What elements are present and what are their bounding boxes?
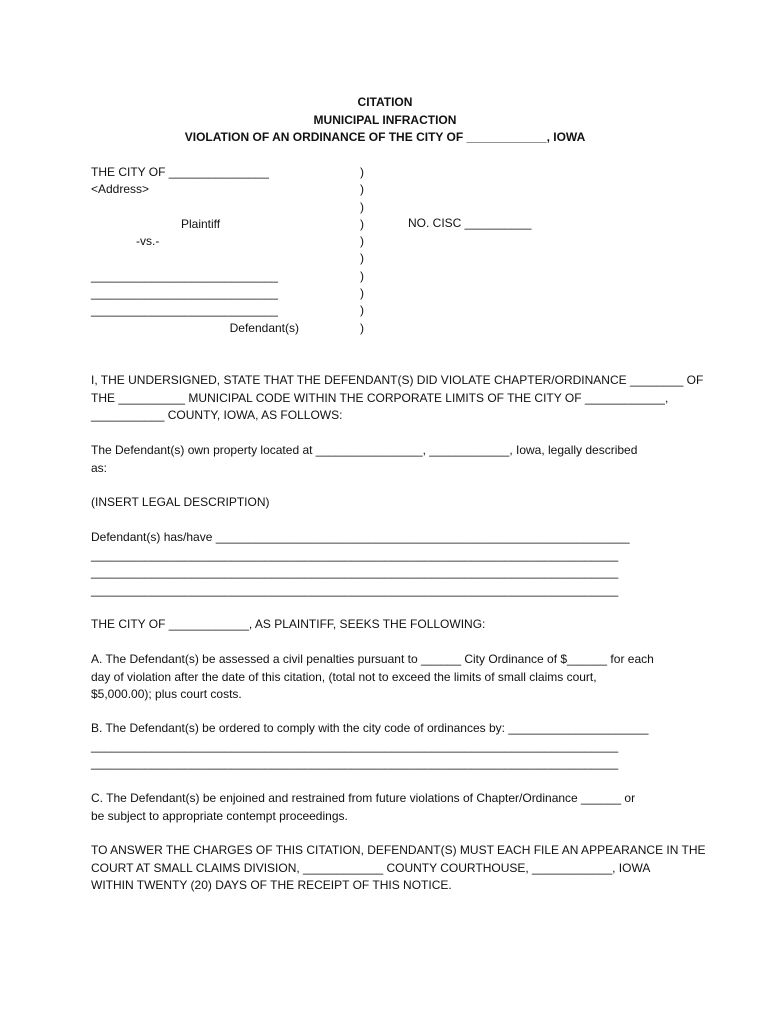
caption-paren: ) [360, 182, 364, 197]
answer-line: WITHIN TWENTY (20) DAYS OF THE RECEIPT OF THIS NOTICE. [91, 878, 452, 892]
defendant-name-line: ____________________________ [91, 303, 278, 318]
legal-description-placeholder [91, 494, 679, 512]
property-line: The Defendant(s) own property located at ________________, ____________, Iowa, legally described [91, 443, 638, 457]
statement-line: I, THE UNDERSIGNED, STATE THAT THE DEFENDANT(S) DID VIOLATE CHAPTER/ORDINANCE ________ OF [91, 373, 704, 387]
caption-paren: ) [360, 303, 364, 318]
item-b-line: B. The Defendant(s) be ordered to comply with the city code of ordinances by: _____________________ [91, 721, 649, 735]
caption-paren: ) [360, 199, 364, 214]
versus-label: -vs.- [136, 234, 160, 249]
title-municipal-infraction: MUNICIPAL INFRACTION [313, 112, 457, 127]
item-b-line: _______________________________________________________________________________ [91, 738, 619, 753]
legal-description-text: (INSERT LEGAL DESCRIPTION) [91, 495, 270, 509]
plaintiff-seeks-heading [91, 616, 679, 634]
caption-paren: ) [360, 234, 364, 249]
defendant-label: Defendant(s) [229, 320, 299, 335]
statement-paragraph [91, 372, 704, 425]
item-c-line: C. The Defendant(s) be enjoined and restrained from future violations of Chapter/Ordinance ______ or [91, 791, 636, 805]
item-a-line: $5,000.00); plus court costs. [91, 687, 242, 701]
answer-line: TO ANSWER THE CHARGES OF THIS CITATION, DEFENDANT(S) MUST EACH FILE AN APPEARANCE IN THE [91, 843, 706, 857]
item-a-line: A. The Defendant(s) be assessed a civil penalties pursuant to ______ City Ordinance of $______ for each [91, 652, 654, 666]
violation-line: _______________________________________________________________________________ [91, 582, 619, 597]
title-citation: CITATION [357, 95, 413, 109]
caption-paren: ) [360, 286, 364, 301]
defendant-name-line: ____________________________ [91, 268, 278, 283]
caption-paren: ) [360, 216, 364, 231]
plaintiff-label: Plaintiff [181, 216, 221, 231]
title-violation: VIOLATION OF AN ORDINANCE OF THE CITY OF ____________, IOWA [184, 130, 586, 144]
answer-line: COURT AT SMALL CLAIMS DIVISION, ____________ COUNTY COURTHOUSE, ____________, IOWA [91, 860, 651, 875]
violation-line: _______________________________________________________________________________ [91, 565, 619, 579]
item-c-line: be subject to appropriate contempt proceedings. [91, 808, 348, 823]
caption-parentheses [360, 164, 364, 337]
caption-paren: ) [360, 165, 364, 179]
statement-line: ___________ COUNTY, IOWA, AS FOLLOWS: [91, 408, 343, 422]
document-title [0, 94, 770, 147]
defendant-name-line: ____________________________ [91, 286, 278, 301]
seeks-text: THE CITY OF ____________, AS PLAINTIFF, SEEKS THE FOLLOWING: [91, 617, 486, 631]
violation-description-paragraph [91, 529, 679, 599]
violation-line: _______________________________________________________________________________ [91, 547, 619, 562]
property-line: as: [91, 460, 108, 475]
case-caption [91, 164, 311, 337]
property-paragraph [91, 442, 679, 477]
relief-item-c [91, 790, 679, 825]
plaintiff-city: THE CITY OF _______________ [91, 165, 269, 179]
answer-instructions [91, 842, 706, 895]
item-a-line: day of violation after the date of this citation, (total not to exceed the limits of small claims court, [91, 669, 597, 684]
caption-paren: ) [360, 320, 364, 335]
caption-paren: ) [360, 251, 364, 266]
violation-line: Defendant(s) has/have ______________________________________________________________ [91, 530, 630, 544]
case-number: NO. CISC __________ [408, 216, 532, 230]
plaintiff-address: <Address> [91, 182, 150, 197]
relief-item-b [91, 720, 679, 773]
statement-line: THE __________ MUNICIPAL CODE WITHIN THE CORPORATE LIMITS OF THE CITY OF ____________, [91, 390, 669, 405]
relief-item-a [91, 651, 679, 704]
item-b-line: _______________________________________________________________________________ [91, 756, 619, 770]
caption-paren: ) [360, 268, 364, 283]
